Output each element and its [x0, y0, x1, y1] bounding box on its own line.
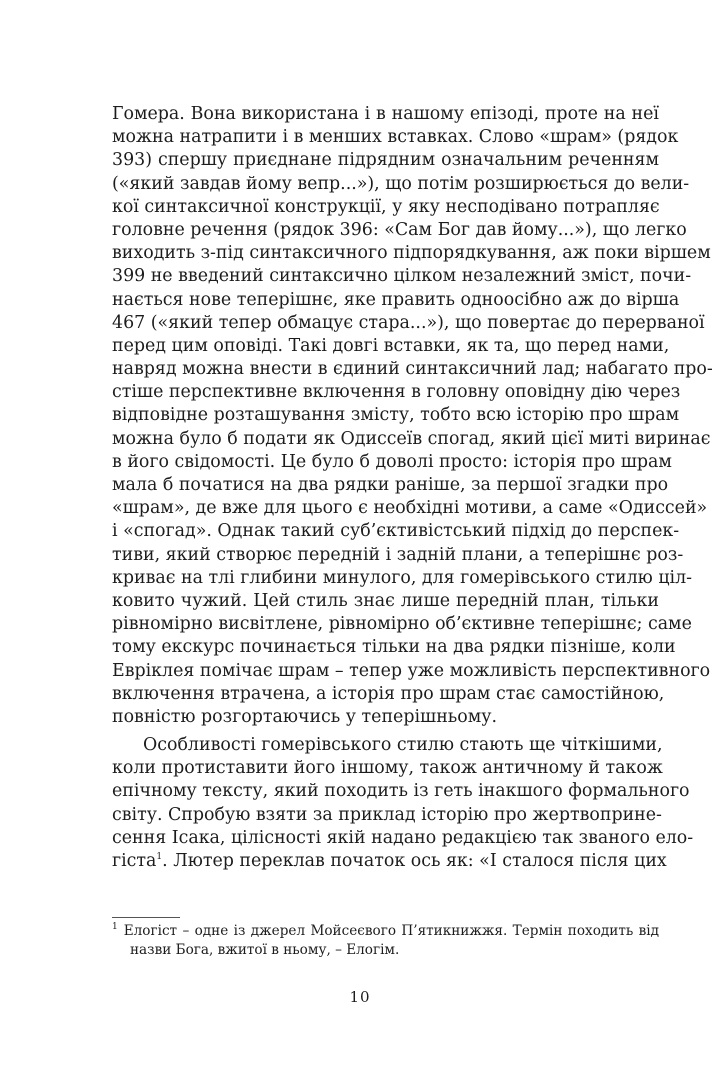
text-line: коли протиставити його іншому, також античному й також — [112, 758, 663, 779]
text-line-with-footnote — [112, 850, 667, 873]
main-text — [112, 103, 713, 873]
text-line: тому екскурс починається тільки на два рядки пізніше, коли — [112, 637, 676, 658]
text-fragment: . Лютер переклав початок ось як: «І сталося після цих — [162, 851, 667, 871]
text-line: світу. Спробую взяти за приклад історію про жертвоприне- — [112, 804, 662, 825]
footnote-line — [112, 922, 659, 941]
footnote-text: Елогіст – одне із джерел Мойсеєвого П’ятикнижжя. Термін походить від — [123, 923, 659, 939]
footnote-divider — [112, 917, 180, 918]
text-line: нається нове теперішнє, яке править одноосібно аж до вірша — [112, 289, 680, 310]
text-line: можна було б подати як Одиссеїв спогад, який цієї миті виринає — [112, 428, 711, 449]
text-line: повністю розгортаючись у теперішньому. — [112, 706, 498, 727]
footnote-line: назви Бога, вжитої в ньому, – Елогім. — [130, 942, 400, 958]
footnote-reference[interactable]: 1 — [156, 852, 163, 863]
text-line: епічному тексту, який походить із геть інакшого формального — [112, 781, 690, 802]
text-line: 399 не введений синтаксично цілком незалежний зміст, почи- — [112, 266, 692, 287]
text-line: Особливості гомерівського стилю стають ще чіткішими, — [143, 735, 663, 756]
footnote — [112, 922, 659, 960]
page-number: 10 — [349, 988, 371, 1006]
text-line: рівномірно висвітлене, рівномірно об’єктивне теперішнє; саме — [112, 614, 692, 635]
text-line: ковито чужий. Цей стиль знає лише передній план, тільки — [112, 590, 659, 611]
text-line: Гомера. Вона використана і в нашому епізоді, проте на неї — [112, 104, 659, 124]
text-line: виходить з-під синтаксичного підпорядкування, аж поки віршем — [112, 243, 711, 264]
text-line: тиви, який створює передній і задній плани, а теперішнє роз- — [112, 544, 684, 565]
text-line: («який завдав йому вепр...»), що потім розширюється до вели- — [112, 173, 690, 194]
text-line: перед цим оповіді. Такі довгі вставки, як та, що перед нами, — [112, 335, 670, 356]
text-line: і «спогад». Однак такий суб’єктивістський підхід до перспек- — [112, 521, 680, 542]
text-fragment: гіста — [112, 851, 157, 871]
text-line: кої синтаксичної конструкції, у яку несподівано потрапляє — [112, 196, 660, 217]
text-line: Евріклея помічає шрам – тепер уже можливість перспективного — [112, 660, 711, 681]
text-line: 467 («який тепер обмацує стара...»), що повертає до перерваної — [112, 312, 705, 333]
text-line: включення втрачена, а історія про шрам стає самостійною, — [112, 683, 665, 704]
text-line: відповідне розташування змісту, тобто всю історію про шрам — [112, 405, 680, 426]
text-line: криває на тлі глибини минулого, для гомерівського стилю ціл- — [112, 567, 693, 588]
text-line: можна натрапити і в менших вставках. Слово «шрам» (рядок — [112, 127, 679, 148]
text-line: навряд можна внести в єдиний синтаксичний лад; набагато про- — [112, 359, 713, 380]
text-line: мала б початися на два рядки раніше, за першої згадки про — [112, 475, 669, 495]
text-line: 393) спершу приєднане підрядним означальним реченням — [112, 150, 659, 171]
text-line: в його свідомості. Це було б доволі просто: історія про шрам — [112, 451, 672, 472]
text-line: «шрам», де вже для цього є необхідні мотиви, а саме «Одиссей» — [112, 498, 708, 519]
text-line: сення Ісака, цілісності якій надано редакцією так званого ело- — [112, 827, 694, 848]
footnote-number: 1 — [112, 922, 118, 933]
text-line: стіше перспективне включення в головну оповідну дію через — [112, 382, 681, 403]
text-line: головне речення (рядок 396: «Сам Бог дав йому...»), що легко — [112, 219, 687, 240]
paragraph-2 — [112, 734, 694, 873]
paragraph-1 — [112, 103, 713, 729]
